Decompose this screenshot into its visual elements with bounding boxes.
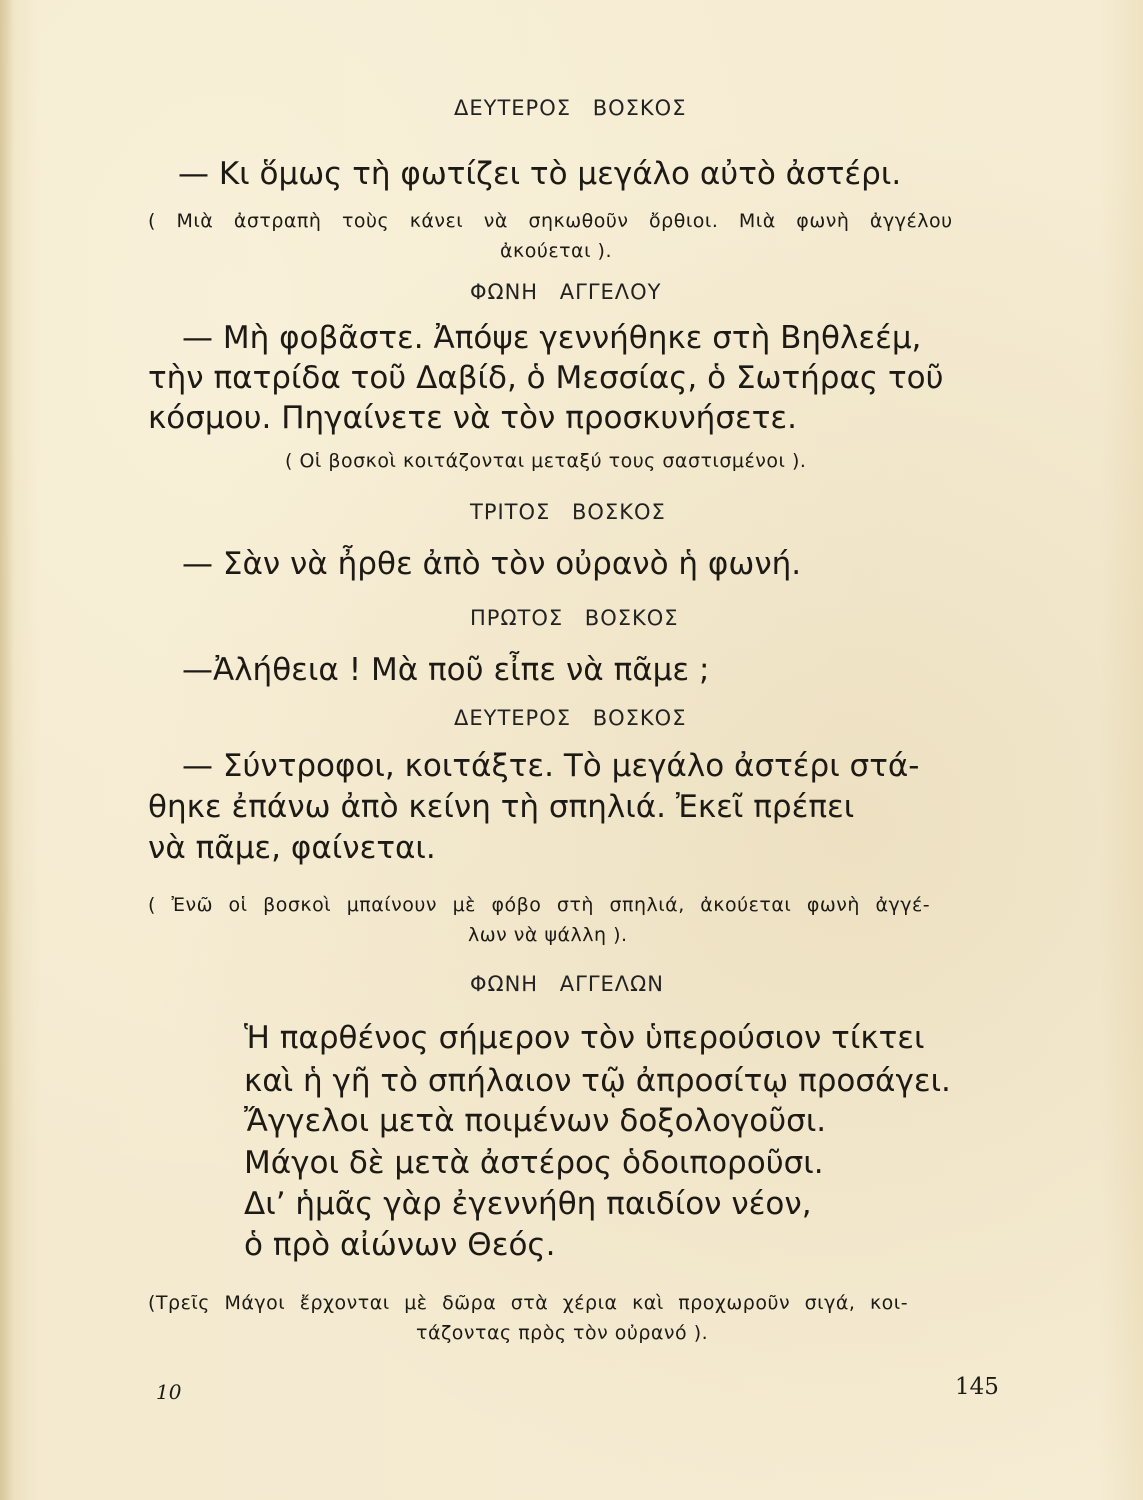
dialogue-line: — Μὴ φοβᾶστε. Ἀπόψε γεννήθηκε στὴ Βηθλεέμ, <box>182 320 922 356</box>
speaker-heading: ΠΡΩΤΟΣ ΒΟΣΚΟΣ <box>470 606 679 630</box>
speaker-heading: ΦΩΝΗ ΑΓΓΕΛΩΝ <box>470 972 664 996</box>
speaker-heading: ΔΕΥΤΕΡΟΣ ΒΟΣΚΟΣ <box>454 96 687 120</box>
hymn-verse: ὁ πρὸ αἰώνων Θεός. <box>244 1227 556 1263</box>
stage-direction: ( Οἱ βοσκοὶ κοιτάζονται μεταξύ τους σαστισμένοι ). <box>285 450 807 472</box>
dialogue-line: —Ἀλήθεια ! Μὰ ποῦ εἶπε νὰ πᾶμε ; <box>182 652 710 688</box>
dialogue-line: — Σύντροφοι, κοιτάξτε. Τὸ μεγάλο ἀστέρι στά- <box>182 748 920 784</box>
hymn-verse: Δι’ ἡμᾶς γὰρ ἐγεννήθη παιδίον νέον, <box>244 1186 812 1222</box>
dialogue-line: — Κι ὅμως τὴ φωτίζει τὸ μεγάλο αὐτὸ ἀστέρι. <box>178 156 902 192</box>
hymn-verse: Ἡ παρθένος σήμερον τὸν ὑπερούσιον τίκτει <box>244 1020 925 1056</box>
speaker-heading: ΤΡΙΤΟΣ ΒΟΣΚΟΣ <box>470 500 666 524</box>
stage-direction: ἀκούεται ). <box>500 240 612 262</box>
dialogue-line: θηκε ἐπάνω ἀπὸ κείνη τὴ σπηλιά. Ἐκεῖ πρέπει <box>148 789 855 825</box>
page-number: 145 <box>955 1374 999 1400</box>
dialogue-line: τὴν πατρίδα τοῦ Δαβίδ, ὁ Μεσσίας, ὁ Σωτήρας τοῦ <box>148 360 944 396</box>
dialogue-line: — Σὰν νὰ ἦρθε ἀπὸ τὸν οὐρανὸ ἡ φωνή. <box>182 546 802 582</box>
stage-direction: (Τρεῖς Μάγοι ἔρχονται μὲ δῶρα στὰ χέρια καὶ προχωροῦν σιγά, κοι- <box>148 1292 909 1314</box>
stage-direction: ( Μιὰ ἀστραπὴ τοὺς κάνει νὰ σηκωθοῦν ὄρθιοι. Μιὰ φωνὴ ἀγγέλου <box>148 210 953 232</box>
hymn-verse: Ἄγγελοι μετὰ ποιμένων δοξολογοῦσι. <box>244 1103 827 1139</box>
stage-direction: τάζοντας πρὸς τὸν οὐρανό ). <box>416 1322 709 1344</box>
stage-direction: λων νὰ ψάλλη ). <box>468 924 628 946</box>
hymn-verse: Μάγοι δὲ μετὰ ἀστέρος ὁδοιποροῦσι. <box>244 1145 824 1181</box>
hymn-verse: καὶ ἡ γῆ τὸ σπήλαιον τῷ ἀπροσίτῳ προσάγει. <box>244 1063 951 1099</box>
stage-direction: ( Ἐνῶ οἱ βοσκοὶ μπαίνουν μὲ φόβο στὴ σπηλιά, ἀκούεται φωνὴ ἀγγέ- <box>148 894 931 916</box>
dialogue-line: κόσμου. Πηγαίνετε νὰ τὸν προσκυνήσετε. <box>148 400 798 436</box>
page-binding-edge <box>0 0 14 1500</box>
dialogue-line: νὰ πᾶμε, φαίνεται. <box>148 830 436 866</box>
speaker-heading: ΔΕΥΤΕΡΟΣ ΒΟΣΚΟΣ <box>454 706 687 730</box>
speaker-heading: ΦΩΝΗ ΑΓΓΕΛΟΥ <box>470 280 662 304</box>
signature-folio: 10 <box>156 1380 182 1404</box>
